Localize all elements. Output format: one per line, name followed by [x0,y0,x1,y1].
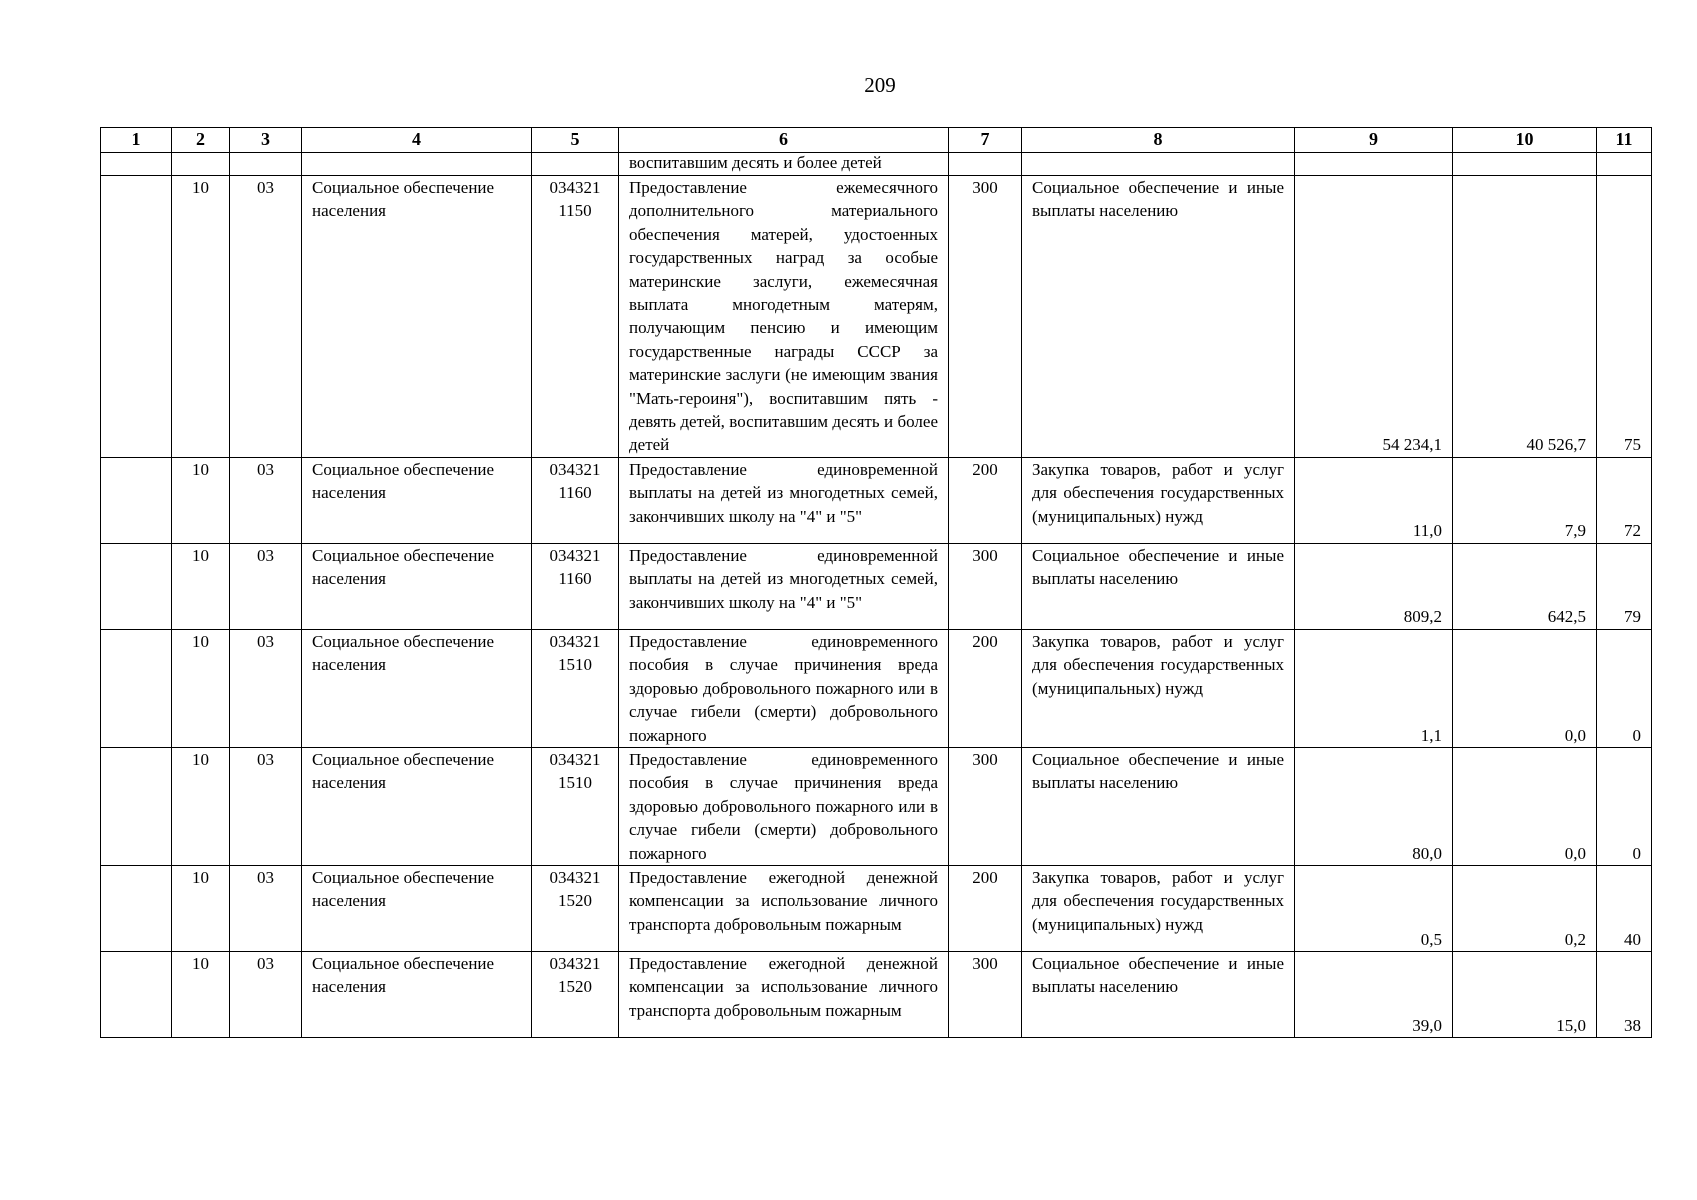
header-col-8: 8 [1022,128,1295,153]
budget-table [100,127,1652,1038]
header-col-6: 6 [619,128,949,153]
section-name: Социальное обеспечение населения [302,543,532,629]
expense-type-code: 300 [949,543,1022,629]
target-article-code: 034321 1520 [532,951,619,1037]
execution-percent: 79 [1597,543,1652,629]
section-name: Социальное обеспечение населения [302,176,532,458]
target-article-name: Предоставление ежегодной денежной компенсации за использование личного транспорта добровольным пожарным [619,951,949,1037]
section-code: 10 [172,951,230,1037]
section-name: Социальное обеспечение населения [302,951,532,1037]
subsection-code: 03 [230,951,302,1037]
header-col-3: 3 [230,128,302,153]
table-row [101,951,1652,1037]
target-article-name: Предоставление единовременной выплаты на детей из многодетных семей, закончивших школу на "4" и "5" [619,457,949,543]
header-col-11: 11 [1597,128,1652,153]
section-code: 10 [172,629,230,747]
section-name: Социальное обеспечение населения [302,865,532,951]
target-article-code: 034321 1160 [532,457,619,543]
planned-amount: 809,2 [1295,543,1453,629]
expense-type-name: Социальное обеспечение и иные выплаты населению [1022,176,1295,458]
target-article-code: 034321 1510 [532,747,619,865]
expense-type-code: 200 [949,865,1022,951]
expense-type-name: Социальное обеспечение и иные выплаты населению [1022,747,1295,865]
row-col-1 [101,543,172,629]
header-col-1: 1 [101,128,172,153]
target-article-name: Предоставление единовременного пособия в случае причинения вреда здоровью добровольного пожарного или в случае гибели (смерти) добровольного пожарного [619,747,949,865]
expense-type-code: 200 [949,629,1022,747]
target-article-name: Предоставление единовременного пособия в случае причинения вреда здоровью добровольного пожарного или в случае гибели (смерти) добровольного пожарного [619,629,949,747]
row-col-1 [101,865,172,951]
page-number: 209 [864,73,896,97]
executed-amount: 0,0 [1453,629,1597,747]
expense-type-name: Закупка товаров, работ и услуг для обеспечения государственных (муниципальных) нужд [1022,457,1295,543]
target-article-code: 034321 1160 [532,543,619,629]
subsection-code: 03 [230,629,302,747]
section-code: 10 [172,457,230,543]
target-article-name: Предоставление ежемесячного дополнительного материального обеспечения матерей, удостоенных государственных наград за особые материнские заслуги, ежемесячная выплата многодетным матерям, получающим пенсию и имеющим государственные награды СССР за материнские заслуги (не имеющим звания "Мать-героиня"), воспитавшим пять - девять детей, воспитавшим десять и более детей [619,176,949,458]
executed-amount: 7,9 [1453,457,1597,543]
executed-amount: 0,2 [1453,865,1597,951]
table-row [101,543,1652,629]
table-row [101,457,1652,543]
subsection-code: 03 [230,543,302,629]
expense-type-name: Закупка товаров, работ и услуг для обеспечения государственных (муниципальных) нужд [1022,629,1295,747]
target-article-code: 034321 1520 [532,865,619,951]
table-row [101,176,1652,458]
row-col-1 [101,747,172,865]
planned-amount: 80,0 [1295,747,1453,865]
subsection-code: 03 [230,457,302,543]
section-code: 10 [172,543,230,629]
planned-amount: 11,0 [1295,457,1453,543]
execution-percent: 38 [1597,951,1652,1037]
row-col-1 [101,629,172,747]
header-row [101,128,1652,153]
section-code: 10 [172,176,230,458]
executed-amount: 0,0 [1453,747,1597,865]
table-row [101,865,1652,951]
table-row [101,629,1652,747]
expense-type-name: Социальное обеспечение и иные выплаты населению [1022,951,1295,1037]
target-article-name: Предоставление ежегодной денежной компенсации за использование личного транспорта добровольным пожарным [619,865,949,951]
execution-percent: 40 [1597,865,1652,951]
row-col-1 [101,457,172,543]
planned-amount: 0,5 [1295,865,1453,951]
row-col-1 [101,176,172,458]
section-name: Социальное обеспечение населения [302,747,532,865]
header-col-5: 5 [532,128,619,153]
planned-amount: 1,1 [1295,629,1453,747]
section-name: Социальное обеспечение населения [302,629,532,747]
header-col-2: 2 [172,128,230,153]
planned-amount: 39,0 [1295,951,1453,1037]
execution-percent: 0 [1597,747,1652,865]
expense-type-code: 200 [949,457,1022,543]
header-col-4: 4 [302,128,532,153]
expense-type-code: 300 [949,176,1022,458]
table-row [101,747,1652,865]
target-article-code: 034321 1510 [532,629,619,747]
subsection-code: 03 [230,747,302,865]
continuation-text: воспитавшим десять и более детей [619,153,949,176]
header-col-7: 7 [949,128,1022,153]
header-col-10: 10 [1453,128,1597,153]
continuation-row [101,153,1652,176]
execution-percent: 75 [1597,176,1652,458]
section-code: 10 [172,747,230,865]
header-col-9: 9 [1295,128,1453,153]
expense-type-code: 300 [949,747,1022,865]
subsection-code: 03 [230,865,302,951]
expense-type-name: Социальное обеспечение и иные выплаты населению [1022,543,1295,629]
row-col-1 [101,951,172,1037]
target-article-name: Предоставление единовременной выплаты на детей из многодетных семей, закончивших школу на "4" и "5" [619,543,949,629]
target-article-code: 034321 1150 [532,176,619,458]
executed-amount: 642,5 [1453,543,1597,629]
subsection-code: 03 [230,176,302,458]
executed-amount: 40 526,7 [1453,176,1597,458]
executed-amount: 15,0 [1453,951,1597,1037]
planned-amount: 54 234,1 [1295,176,1453,458]
execution-percent: 0 [1597,629,1652,747]
section-code: 10 [172,865,230,951]
execution-percent: 72 [1597,457,1652,543]
section-name: Социальное обеспечение населения [302,457,532,543]
expense-type-name: Закупка товаров, работ и услуг для обеспечения государственных (муниципальных) нужд [1022,865,1295,951]
expense-type-code: 300 [949,951,1022,1037]
